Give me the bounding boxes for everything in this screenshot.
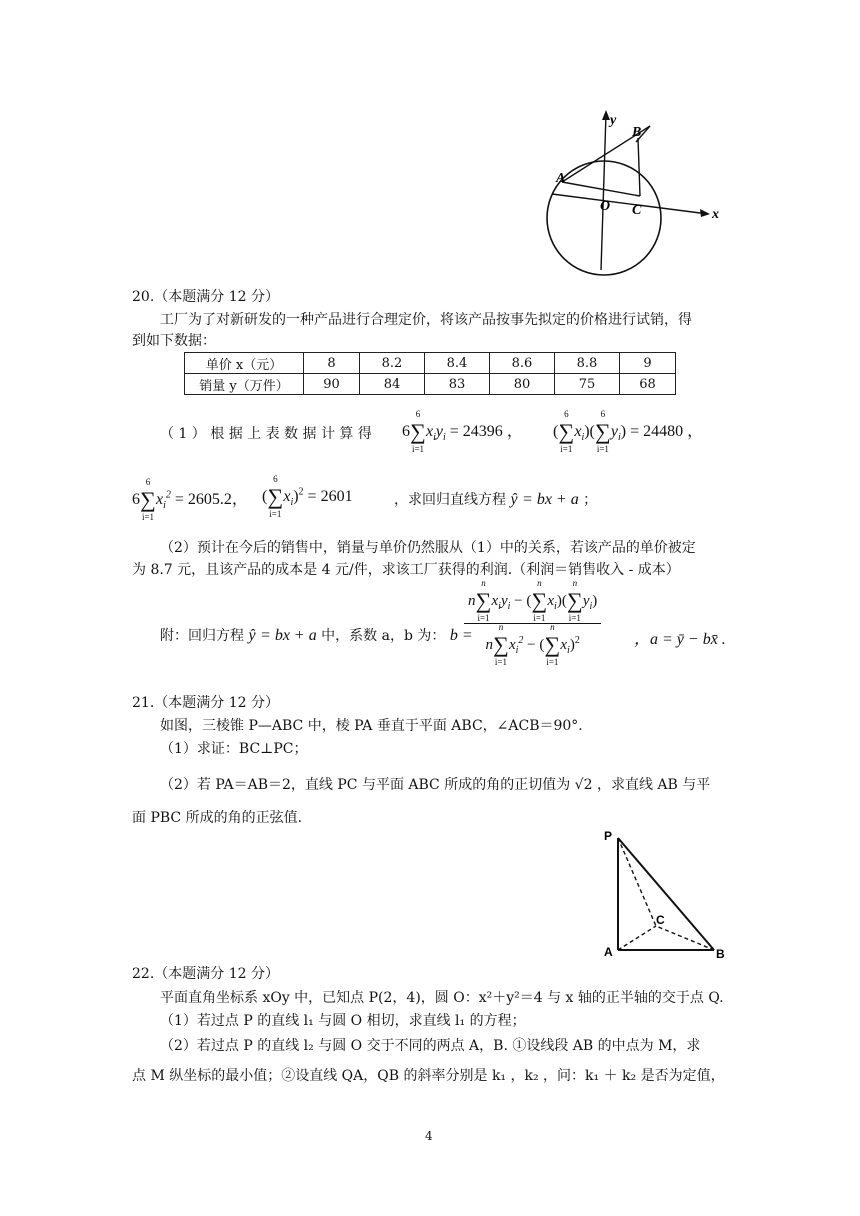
page-number: 4 (425, 1129, 433, 1143)
q22-line4: 点 M 纵坐标的最小值；②设直线 QA，QB 的斜率分别是 k₁ ，k₂ ，问：k₁ ＋ k₂ 是否为定值， (132, 1068, 725, 1084)
q21-line3: （2）若 PA＝AB＝2，直线 PC 与平面 ABC 所成的角的正切值为 √2 ，求直线 AB 与平 (160, 777, 711, 793)
row-label: 销量 y（万件） (185, 374, 304, 395)
edge-pc (618, 838, 656, 926)
formula-sumx-sumy: ( 6 ∑ i=1 $x_i$)( 6 ∑ i=1 $y_i) = 24480$ ， (553, 408, 704, 454)
q20-intro-line2: 到如下数据： (132, 333, 216, 349)
table-cell: 8.4 (424, 353, 489, 374)
table-cell: 83 (424, 374, 489, 395)
formula-b-fraction: n n ∑ i=1 $x_iy_i$ − ( n ∑ i=1 $x_i$)( n ∑ i=1 $y_i$) n n ∑ i=1 $x_i^2$ − ( n ∑ i=1 $x_i)^2$ (464, 590, 601, 657)
q22-line1: 平面直角坐标系 xOy 中，已知点 P(2，4)，圆 O：x²＋y²＝4 与 x 轴的正半轴的交于点 Q. (160, 990, 724, 1006)
price-sales-table (184, 352, 676, 395)
label-p: P (604, 829, 613, 843)
q20-part1-suffix: ，求回归直线方程 ŷ = bx + a ； (394, 491, 598, 508)
formula-sum-x2: 6 6 ∑ i=1 $x_i^2 = 2605.2$， (132, 476, 248, 522)
table-cell: 80 (489, 374, 554, 395)
table-cell: 68 (620, 374, 676, 395)
table-cell: 84 (359, 374, 424, 395)
label-x: x (712, 207, 719, 222)
label-b: B (716, 947, 725, 961)
table-row (185, 353, 676, 374)
label-a: A (556, 171, 566, 186)
q20-intro-line1: 工厂为了对新研发的一种产品进行合理定价，将该产品按事先拟定的价格进行试销，得 (160, 312, 692, 328)
q21-line4: 面 PBC 所成的角的正弦值. (132, 810, 303, 826)
edge-ac (618, 926, 656, 950)
q20-part2-line2: 为 8.7 元，且该产品的成本是 4 元/件，求该工厂获得的利润.（利润＝销售收入 - 成本） (132, 562, 680, 578)
q22-heading: 22.（本题满分 12 分） (132, 966, 279, 982)
edge-pb (618, 838, 714, 950)
table-row (185, 374, 676, 395)
q20-part1-prefix: （ 1 ） 根 据 上 表 数 据 计 算 得 (160, 426, 372, 442)
table-cell: 8.8 (555, 353, 620, 374)
label-b: B (632, 125, 642, 140)
label-o: O (600, 199, 611, 214)
q21-line1: 如图，三棱锥 P—ABC 中，棱 PA 垂直于平面 ABC，∠ACB＝90°. (160, 718, 583, 734)
q21-line2: （1）求证：BC⊥PC； (160, 741, 308, 757)
label-c: C (656, 913, 665, 927)
table-cell: 8 (304, 353, 360, 374)
edge-bc (656, 926, 714, 950)
q20-appendix: 附：回归方程 ŷ = bx + a 中，系数 a，b 为： b = (160, 627, 473, 644)
x-axis (552, 194, 708, 214)
y-arrow (602, 110, 610, 120)
label-a: A (604, 945, 613, 959)
q20-heading: 20.（本题满分 12 分） (132, 289, 279, 305)
formula-a: ，a = ȳ − bx̄ . (634, 631, 726, 648)
table-cell: 75 (555, 374, 620, 395)
circle-figure (540, 108, 730, 280)
row-label: 单价 x（元） (185, 353, 304, 374)
label-y: y (610, 113, 617, 128)
q20-part2-line1: （2）预计在今后的销售中，销量与单价仍然服从（1）中的关系，若该产品的单价被定 (160, 540, 696, 556)
segment-ac (562, 182, 640, 196)
table-cell: 90 (304, 374, 360, 395)
segment-bc (638, 138, 640, 196)
pyramid-figure (598, 826, 732, 964)
table-cell: 8.6 (489, 353, 554, 374)
y-axis (601, 114, 606, 270)
q22-line2: （1）若过点 P 的直线 l₁ 与圆 O 相切，求直线 l₁ 的方程； (160, 1013, 526, 1029)
label-c: C (632, 203, 642, 218)
formula-sumx-squared: ( 6 ∑ i=1 $x_i)^2 = 2601$ (262, 474, 353, 519)
formula-sum-xy: 6 6 ∑ i=1 $x_iy_i = 24396$ ， (402, 408, 523, 454)
x-arrow (700, 209, 710, 217)
table-cell: 8.2 (359, 353, 424, 374)
table-cell: 9 (620, 353, 676, 374)
q21-heading: 21.（本题满分 12 分） (132, 695, 279, 711)
q22-line3: （2）若过点 P 的直线 l₂ 与圆 O 交于不同的两点 A，B. ①设线段 AB 的中点为 M，求 (160, 1038, 701, 1054)
